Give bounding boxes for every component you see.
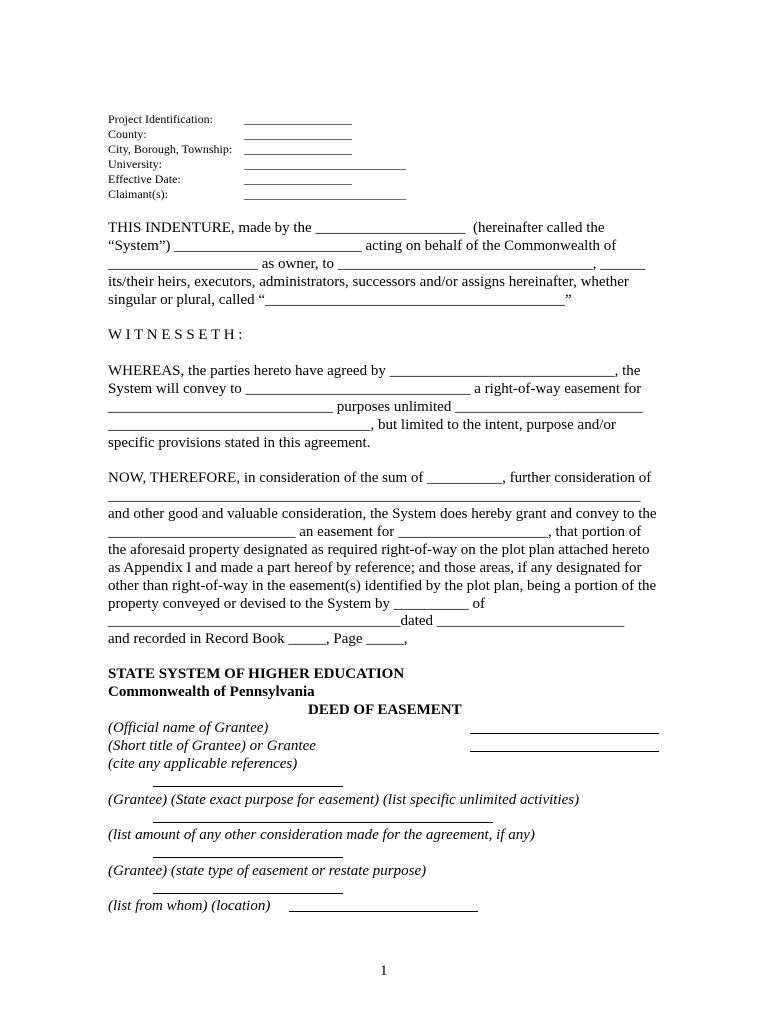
- witnesseth-heading: W I T N E S S E T H :: [108, 327, 243, 343]
- note-official-name: (Official name of Grantee): [108, 720, 269, 736]
- note-state-type: (Grantee) (state type of easement or restate purpose): [108, 863, 427, 879]
- field-label-university: University:: [108, 157, 162, 171]
- whereas-line: specific provisions stated in this agreement.: [108, 435, 371, 451]
- whereas-line: System will convey to ______________________________ a right-of-way easement for: [108, 381, 642, 397]
- page-number: 1: [380, 963, 388, 979]
- now-therefore-line: _________________________ an easement for ____________________, that portion of: [108, 524, 642, 540]
- field-blank-university: ___________________________: [244, 157, 406, 171]
- signature-line: [470, 733, 659, 734]
- now-therefore-line: _______________________________________________________________________: [108, 488, 641, 504]
- field-blank-project-id: __________________: [244, 112, 352, 126]
- state-heading: Commonwealth of Pennsylvania: [108, 684, 315, 700]
- note-other-consideration: (list amount of any other consideration made for the agreement, if any): [108, 827, 535, 843]
- indenture-line: its/their heirs, executors, administrators, successors and/or assigns hereinafter, whether: [108, 274, 629, 290]
- whereas-line: ___________________________________, but limited to the intent, purpose and/or: [108, 417, 616, 433]
- whereas-line: WHEREAS, the parties hereto have agreed by ______________________________, the: [108, 363, 641, 379]
- org-heading: STATE SYSTEM OF HIGHER EDUCATION: [108, 666, 405, 682]
- now-therefore-line: other than right-of-way in the easement(s) identified by the plot plan, being a portion of the: [108, 578, 657, 594]
- indenture-line: singular or plural, called “________________________________________”: [108, 292, 572, 308]
- field-blank-claimants: ___________________________: [244, 187, 406, 201]
- indenture-line: “System”) _________________________ acting on behalf of the Commonwealth of: [108, 238, 617, 254]
- field-label-project-id: Project Identification:: [108, 112, 213, 126]
- field-blank-city: __________________: [244, 142, 352, 156]
- note-short-title: (Short title of Grantee) or Grantee: [108, 738, 316, 754]
- indenture-line: THIS INDENTURE, made by the ____________________ (hereinafter called the: [108, 220, 605, 236]
- field-blank-effective-date: __________________: [244, 172, 352, 186]
- now-therefore-line: and recorded in Record Book _____, Page _____,: [108, 631, 408, 647]
- blank-line: [153, 786, 343, 787]
- now-therefore-line: and other good and valuable consideration, the System does hereby grant and convey to the: [108, 506, 657, 522]
- now-therefore-line: _______________________________________dated _________________________: [108, 613, 625, 629]
- field-label-city: City, Borough, Township:: [108, 142, 233, 156]
- document-title: DEED OF EASEMENT: [308, 702, 462, 718]
- field-label-effective-date: Effective Date:: [108, 172, 181, 186]
- blank-line: [153, 857, 343, 858]
- note-cite-refs: (cite any applicable references): [108, 756, 298, 772]
- now-therefore-line: property conveyed or devised to the System by __________ of: [108, 596, 486, 612]
- blank-line: [153, 822, 493, 823]
- blank-line: [289, 911, 478, 912]
- now-therefore-line: NOW, THEREFORE, in consideration of the sum of __________, further consideration of: [108, 470, 652, 486]
- signature-line: [470, 751, 659, 752]
- field-label-claimants: Claimant(s):: [108, 187, 168, 201]
- blank-line: [153, 893, 343, 894]
- now-therefore-line: as Appendix I and made a part hereof by reference; and those areas, if any designated for: [108, 560, 642, 576]
- whereas-line: ______________________________ purposes unlimited _________________________: [108, 399, 643, 415]
- indenture-line: ____________________ as owner, to __________________________________, ______: [108, 256, 646, 272]
- note-from-whom: (list from whom) (location): [108, 898, 271, 914]
- note-purpose: (Grantee) (State exact purpose for easement) (list specific unlimited activities): [108, 792, 580, 808]
- now-therefore-line: the aforesaid property designated as required right-of-way on the plot plan attached hereto: [108, 542, 650, 558]
- field-blank-county: __________________: [244, 127, 352, 141]
- field-label-county: County:: [108, 127, 147, 141]
